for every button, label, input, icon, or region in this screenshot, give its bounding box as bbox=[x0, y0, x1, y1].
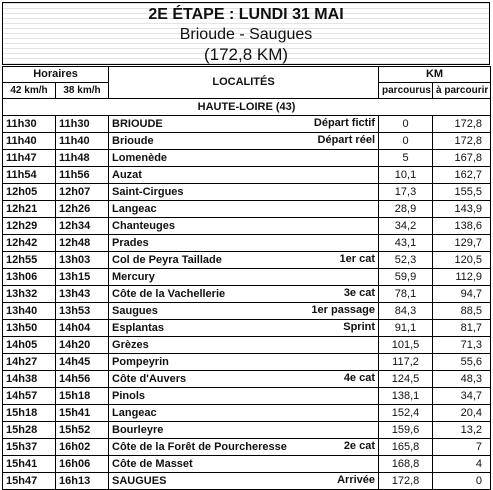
locality-note: Départ fictif bbox=[313, 117, 376, 129]
time-42-cell: 11h30 bbox=[3, 116, 56, 133]
km-done-cell: 34,2 bbox=[379, 218, 433, 235]
locality-cell bbox=[109, 286, 379, 303]
time-42-cell: 13h50 bbox=[3, 320, 56, 337]
time-42-cell: 12h42 bbox=[3, 235, 56, 252]
time-42-cell: 12h21 bbox=[3, 201, 56, 218]
km-left-cell: 81,7 bbox=[433, 320, 491, 337]
time-42-cell: 14h05 bbox=[3, 337, 56, 354]
time-38-cell: 12h07 bbox=[56, 184, 109, 201]
time-42-cell: 15h18 bbox=[3, 405, 56, 422]
locality-name: BRIOUDE bbox=[112, 117, 163, 130]
km-done-cell: 0 bbox=[379, 133, 433, 150]
time-38-cell: 13h03 bbox=[56, 252, 109, 269]
time-38-cell: 12h34 bbox=[56, 218, 109, 235]
table-row bbox=[3, 269, 491, 286]
time-38-cell: 11h30 bbox=[56, 116, 109, 133]
time-38-cell: 11h40 bbox=[56, 133, 109, 150]
table-row bbox=[3, 388, 491, 405]
time-42-cell: 13h40 bbox=[3, 303, 56, 320]
km-left-cell: 172,8 bbox=[433, 116, 491, 133]
km-done-cell: 172,8 bbox=[379, 473, 433, 490]
locality-cell bbox=[109, 371, 379, 388]
time-38-cell: 11h48 bbox=[56, 150, 109, 167]
time-42-cell: 11h40 bbox=[3, 133, 56, 150]
locality-cell bbox=[109, 201, 379, 218]
time-42-cell: 12h29 bbox=[3, 218, 56, 235]
table-row bbox=[3, 286, 491, 303]
km-done-cell: 138,1 bbox=[379, 388, 433, 405]
time-38-cell: 15h41 bbox=[56, 405, 109, 422]
table-row bbox=[3, 252, 491, 269]
locality-note: 3e cat bbox=[343, 287, 376, 299]
locality-name: Côte de Masset bbox=[112, 457, 193, 470]
table-row bbox=[3, 218, 491, 235]
km-left-cell: 7 bbox=[433, 439, 491, 456]
time-38-cell: 16h13 bbox=[56, 473, 109, 490]
locality-cell bbox=[109, 320, 379, 337]
stage-title: 2E ÉTAPE : LUNDI 31 MAI bbox=[148, 6, 344, 23]
km-header: KM bbox=[379, 67, 491, 83]
locality-name: Pinols bbox=[112, 389, 146, 402]
locality-cell bbox=[109, 354, 379, 371]
locality-name: Saint-Cirgues bbox=[112, 185, 184, 198]
km-left-cell: 55,6 bbox=[433, 354, 491, 371]
locality-name: Lomenède bbox=[112, 151, 168, 164]
time-38-cell: 14h45 bbox=[56, 354, 109, 371]
km-left-cell: 94,7 bbox=[433, 286, 491, 303]
stage-route: Brioude - Saugues bbox=[179, 26, 313, 43]
time-42-cell: 15h41 bbox=[3, 456, 56, 473]
km-left-cell: 129,7 bbox=[433, 235, 491, 252]
km-left-cell: 34,7 bbox=[433, 388, 491, 405]
locality-name: SAUGUES bbox=[112, 474, 167, 487]
km-done-cell: 0 bbox=[379, 116, 433, 133]
table-row bbox=[3, 167, 491, 184]
time-42-cell: 14h27 bbox=[3, 354, 56, 371]
locality-name: Bourleyre bbox=[112, 423, 164, 436]
km-done-cell: 59,9 bbox=[379, 269, 433, 286]
time-42-cell: 15h37 bbox=[3, 439, 56, 456]
locality-cell bbox=[109, 235, 379, 252]
time-38-cell: 13h15 bbox=[56, 269, 109, 286]
table-row bbox=[3, 150, 491, 167]
locality-cell bbox=[109, 150, 379, 167]
time-42-cell: 13h06 bbox=[3, 269, 56, 286]
km-done-cell: 52,3 bbox=[379, 252, 433, 269]
km-left-cell: 13,2 bbox=[433, 422, 491, 439]
time-42-cell: 12h55 bbox=[3, 252, 56, 269]
km-done-cell: 84,3 bbox=[379, 303, 433, 320]
km-done-cell: 78,1 bbox=[379, 286, 433, 303]
km-left-cell: 138,6 bbox=[433, 218, 491, 235]
time-38-cell: 12h26 bbox=[56, 201, 109, 218]
locality-note: 2e cat bbox=[343, 440, 376, 452]
locality-name: Pompeyrin bbox=[112, 355, 169, 368]
locality-cell bbox=[109, 439, 379, 456]
km-done-cell: 101,5 bbox=[379, 337, 433, 354]
locality-name: Saugues bbox=[112, 304, 158, 317]
km-done-cell: 124,5 bbox=[379, 371, 433, 388]
time-38-cell: 14h56 bbox=[56, 371, 109, 388]
km-left-cell: 4 bbox=[433, 456, 491, 473]
time-38-cell: 11h56 bbox=[56, 167, 109, 184]
locality-cell bbox=[109, 218, 379, 235]
locality-name: Auzat bbox=[112, 168, 142, 181]
km-done-cell: 17,3 bbox=[379, 184, 433, 201]
locality-name: Côte de la Vachellerie bbox=[112, 287, 226, 300]
locality-cell bbox=[109, 167, 379, 184]
locality-cell bbox=[109, 303, 379, 320]
locality-note: Départ réel bbox=[317, 134, 376, 146]
km-left-cell: 112,9 bbox=[433, 269, 491, 286]
table-row bbox=[3, 320, 491, 337]
km-left-cell: 162,7 bbox=[433, 167, 491, 184]
km-done-cell: 10,1 bbox=[379, 167, 433, 184]
km-left-cell: 143,9 bbox=[433, 201, 491, 218]
km-left-cell: 0 bbox=[433, 473, 491, 490]
locality-cell bbox=[109, 252, 379, 269]
locality-name: Col de Peyra Taillade bbox=[112, 253, 222, 266]
time-42-cell: 15h47 bbox=[3, 473, 56, 490]
time-38-cell: 15h52 bbox=[56, 422, 109, 439]
locality-name: Prades bbox=[112, 236, 149, 249]
speed-38-header: 38 km/h bbox=[56, 83, 109, 99]
km-left-cell: 88,5 bbox=[433, 303, 491, 320]
km-parcourus-header: parcourus bbox=[379, 83, 433, 99]
locality-name: Esplantas bbox=[112, 321, 164, 334]
table-row bbox=[3, 337, 491, 354]
time-38-cell: 16h02 bbox=[56, 439, 109, 456]
km-done-cell: 5 bbox=[379, 150, 433, 167]
km-done-cell: 165,8 bbox=[379, 439, 433, 456]
locality-cell bbox=[109, 388, 379, 405]
table-row bbox=[3, 371, 491, 388]
table-row bbox=[3, 405, 491, 422]
locality-name: Brioude bbox=[112, 134, 154, 147]
time-38-cell: 16h06 bbox=[56, 456, 109, 473]
stage-distance: (172,8 KM) bbox=[203, 45, 289, 64]
time-38-cell: 12h48 bbox=[56, 235, 109, 252]
time-42-cell: 14h38 bbox=[3, 371, 56, 388]
table-row bbox=[3, 133, 491, 150]
locality-name: Langeac bbox=[112, 202, 157, 215]
table-row bbox=[3, 473, 491, 490]
locality-cell bbox=[109, 133, 379, 150]
time-38-cell: 13h53 bbox=[56, 303, 109, 320]
locality-cell bbox=[109, 269, 379, 286]
table-row bbox=[3, 184, 491, 201]
table-row bbox=[3, 456, 491, 473]
km-left-cell: 20,4 bbox=[433, 405, 491, 422]
locality-name: Langeac bbox=[112, 406, 157, 419]
locality-cell bbox=[109, 473, 379, 490]
time-42-cell: 11h47 bbox=[3, 150, 56, 167]
time-38-cell: 14h04 bbox=[56, 320, 109, 337]
localites-header: LOCALITÉS bbox=[109, 67, 379, 99]
km-done-cell: 43,1 bbox=[379, 235, 433, 252]
locality-cell bbox=[109, 184, 379, 201]
table-row bbox=[3, 116, 491, 133]
time-42-cell: 14h57 bbox=[3, 388, 56, 405]
locality-name: Côte de la Forêt de Pourcheresse bbox=[112, 440, 287, 453]
stage-header bbox=[2, 2, 490, 65]
time-42-cell: 13h32 bbox=[3, 286, 56, 303]
locality-note: 4e cat bbox=[343, 372, 376, 384]
time-42-cell: 15h28 bbox=[3, 422, 56, 439]
time-42-cell: 11h54 bbox=[3, 167, 56, 184]
km-done-cell: 159,6 bbox=[379, 422, 433, 439]
time-38-cell: 14h20 bbox=[56, 337, 109, 354]
table-row bbox=[3, 201, 491, 218]
table-row bbox=[3, 439, 491, 456]
itinerary-table bbox=[2, 66, 491, 490]
time-42-cell: 12h05 bbox=[3, 184, 56, 201]
table-row bbox=[3, 422, 491, 439]
km-done-cell: 91,1 bbox=[379, 320, 433, 337]
speed-42-header: 42 km/h bbox=[3, 83, 56, 99]
locality-note: 1er cat bbox=[339, 253, 376, 265]
locality-cell bbox=[109, 405, 379, 422]
km-done-cell: 117,2 bbox=[379, 354, 433, 371]
locality-cell bbox=[109, 116, 379, 133]
region-row: HAUTE-LOIRE (43) bbox=[3, 99, 491, 116]
km-done-cell: 168,8 bbox=[379, 456, 433, 473]
time-38-cell: 13h43 bbox=[56, 286, 109, 303]
km-left-cell: 167,8 bbox=[433, 150, 491, 167]
locality-name: Mercury bbox=[112, 270, 155, 283]
horaires-header: Horaires bbox=[3, 67, 109, 83]
km-left-cell: 71,3 bbox=[433, 337, 491, 354]
locality-note: 1er passage bbox=[311, 304, 376, 316]
locality-name: Grèzes bbox=[112, 338, 149, 351]
km-left-cell: 48,3 bbox=[433, 371, 491, 388]
table-row bbox=[3, 303, 491, 320]
km-a-parcourir-header: à parcourir bbox=[433, 83, 491, 99]
km-done-cell: 28,9 bbox=[379, 201, 433, 218]
locality-cell bbox=[109, 456, 379, 473]
table-row bbox=[3, 354, 491, 371]
locality-name: Chanteuges bbox=[112, 219, 175, 232]
km-left-cell: 120,5 bbox=[433, 252, 491, 269]
locality-name: Côte d'Auvers bbox=[112, 372, 187, 385]
locality-note: Arrivée bbox=[337, 474, 376, 486]
locality-cell bbox=[109, 337, 379, 354]
table-row bbox=[3, 235, 491, 252]
km-left-cell: 155,5 bbox=[433, 184, 491, 201]
km-left-cell: 172,8 bbox=[433, 133, 491, 150]
time-38-cell: 15h18 bbox=[56, 388, 109, 405]
locality-cell bbox=[109, 422, 379, 439]
locality-note: Sprint bbox=[343, 321, 376, 333]
km-done-cell: 152,4 bbox=[379, 405, 433, 422]
